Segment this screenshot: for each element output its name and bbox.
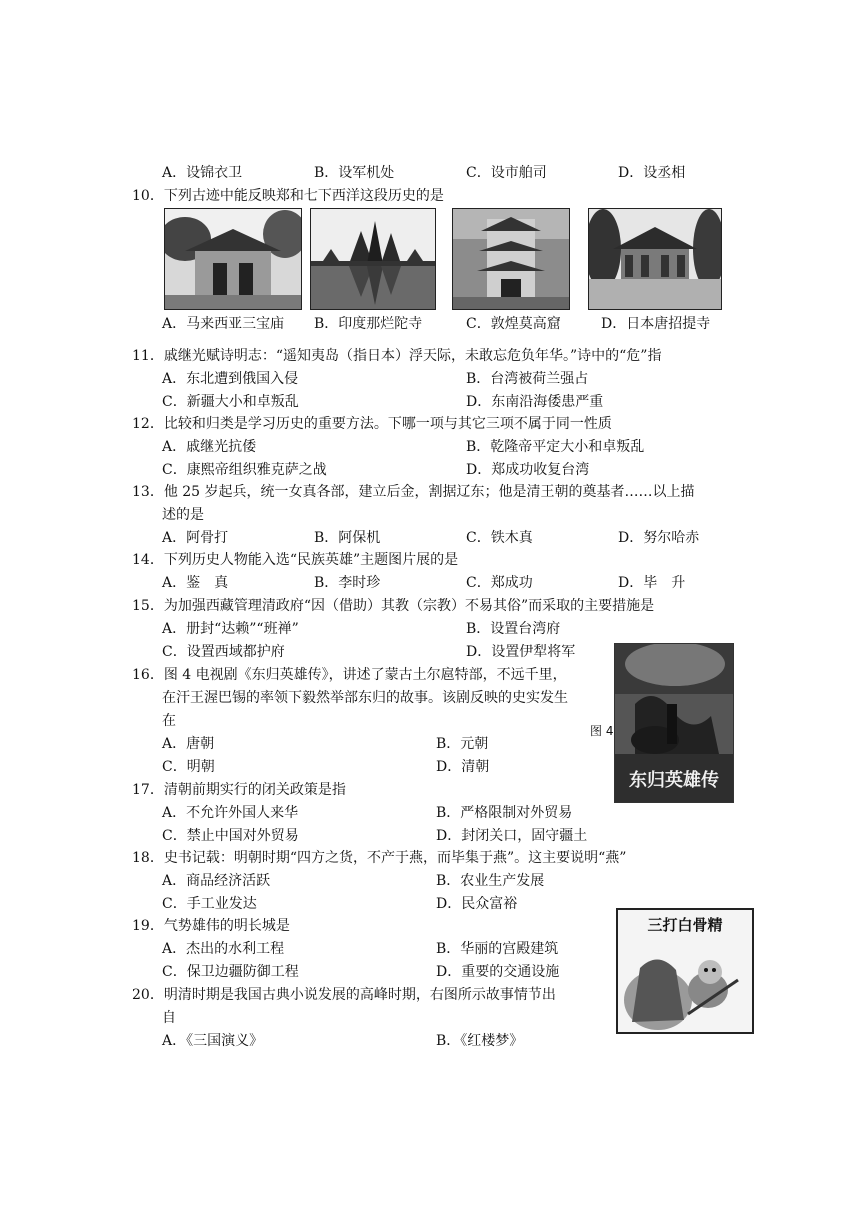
- q16-option-d: D．清朝: [436, 759, 490, 775]
- q12-option-b: B．乾隆帝平定大小和卓叛乱: [466, 439, 645, 455]
- q14-stem: 14．下列历史人物能入选“民族英雄”主题图片展的是: [132, 552, 459, 568]
- q10-stem: 10．下列古迹中能反映郑和七下西洋这段历史的是: [132, 188, 444, 204]
- q15-stem: 15．为加强西藏管理清政府“因（借助）其教（宗教）不易其俗”而采取的主要措施是: [132, 598, 655, 614]
- temple-photo-a: [164, 208, 302, 310]
- dongui-poster-image: [614, 643, 734, 803]
- temple-photo-d: [588, 208, 722, 310]
- q15-option-b: B．设置台湾府: [466, 621, 561, 637]
- q20-stem-line-2: 自: [162, 1010, 176, 1026]
- q17-option-d: D．封闭关口，固守疆土: [436, 828, 588, 844]
- q12-option-d: D．郑成功收复台湾: [466, 462, 590, 478]
- q18-option-c: C．手工业发达: [162, 896, 257, 912]
- baigujing-poster-image: [616, 908, 754, 1034]
- q11-option-c: C．新疆大小和卓叛乱: [162, 394, 299, 410]
- q16-option-a: A．唐朝: [162, 736, 215, 752]
- q17-option-c: C．禁止中国对外贸易: [162, 828, 299, 844]
- q18-option-d: D．民众富裕: [436, 896, 518, 912]
- q15-option-d: D．设置伊犁将军: [466, 644, 576, 660]
- q17-stem: 17．清朝前期实行的闭关政策是指: [132, 782, 346, 798]
- figure-4-label: 图 4: [590, 724, 614, 738]
- q16-option-b: B．元朝: [436, 736, 489, 752]
- q9-option-c: C．设市舶司: [466, 165, 547, 181]
- q10-option-b: B．印度那烂陀寺: [314, 316, 423, 332]
- q10-option-a: A．马来西亚三宝庙: [162, 316, 285, 332]
- q18-option-a: A．商品经济活跃: [162, 873, 271, 889]
- q15-option-a: A．册封“达赖”“班禅”: [162, 621, 299, 637]
- q11-option-d: D．东南沿海倭患严重: [466, 394, 604, 410]
- q12-stem: 12．比较和归类是学习历史的重要方法。下哪一项与其它三项不属于同一性质: [132, 416, 612, 432]
- dongui-poster-title: 东归英雄传: [629, 770, 719, 791]
- q11-option-b: B．台湾被荷兰强占: [466, 371, 589, 387]
- q14-option-a: A．鉴 真: [162, 575, 229, 591]
- q13-option-b: B．阿保机: [314, 530, 381, 546]
- q14-option-d: D．毕 升: [618, 575, 686, 591]
- q15-option-c: C．设置西域都护府: [162, 644, 285, 660]
- q14-option-c: C．郑成功: [466, 575, 533, 591]
- q14-option-b: B．李时珍: [314, 575, 381, 591]
- q11-option-a: A．东北遭到俄国入侵: [162, 371, 299, 387]
- q13-option-c: C．铁木真: [466, 530, 533, 546]
- q13-option-a: A．阿骨打: [162, 530, 229, 546]
- temple-photo-b: [310, 208, 436, 310]
- q18-stem: 18．史书记载：明朝时期“四方之货，不产于燕，而毕集于燕”。这主要说明“燕”: [132, 850, 627, 866]
- baigujing-poster-title: 三打白骨精: [647, 916, 723, 934]
- q12-option-c: C．康熙帝组织雅克萨之战: [162, 462, 327, 478]
- q16-stem-line-2: 在汗王渥巴锡的率领下毅然举部东归的故事。该剧反映的史实发生: [162, 690, 568, 706]
- q17-option-a: A．不允许外国人来华: [162, 805, 299, 821]
- q16-stem-line-1: 16．图 4 电视剧《东归英雄传》，讲述了蒙古土尔扈特部，不远千里，: [132, 667, 567, 683]
- q13-stem-line-1: 13．他 25 岁起兵，统一女真各部，建立后金，割据辽东；他是清王朝的奠基者……以上描: [132, 484, 695, 500]
- q19-option-d: D．重要的交通设施: [436, 964, 560, 980]
- q20-stem-line-1: 20．明清时期是我国古典小说发展的高峰时期，右图所示故事情节出: [132, 987, 556, 1003]
- q19-stem: 19．气势雄伟的明长城是: [132, 918, 290, 934]
- q19-option-c: C．保卫边疆防御工程: [162, 964, 299, 980]
- temple-photo-c: [452, 208, 570, 310]
- q16-option-c: C．明朝: [162, 759, 215, 775]
- q19-option-a: A．杰出的水利工程: [162, 941, 285, 957]
- q9-option-b: B．设军机处: [314, 165, 395, 181]
- q10-option-d: D．日本唐招提寺: [601, 316, 711, 332]
- q19-option-b: B．华丽的宫殿建筑: [436, 941, 559, 957]
- q9-option-a: A．设锦衣卫: [162, 165, 243, 181]
- q13-option-d: D．努尔哈赤: [618, 530, 700, 546]
- q20-option-a: A．《三国演义》: [162, 1033, 264, 1049]
- q20-option-b: B．《红楼梦》: [436, 1033, 524, 1049]
- q16-stem-line-3: 在: [162, 713, 176, 729]
- q9-option-d: D．设丞相: [618, 165, 686, 181]
- q17-option-b: B．严格限制对外贸易: [436, 805, 573, 821]
- q13-stem-line-2: 述的是: [162, 507, 204, 523]
- q18-option-b: B．农业生产发展: [436, 873, 545, 889]
- q12-option-a: A．戚继光抗倭: [162, 439, 257, 455]
- q10-option-c: C．敦煌莫高窟: [466, 316, 561, 332]
- q11-stem: 11．戚继光赋诗明志：“遥知夷岛（指日本）浮天际，未敢忘危负年华。”诗中的“危”指: [132, 348, 662, 364]
